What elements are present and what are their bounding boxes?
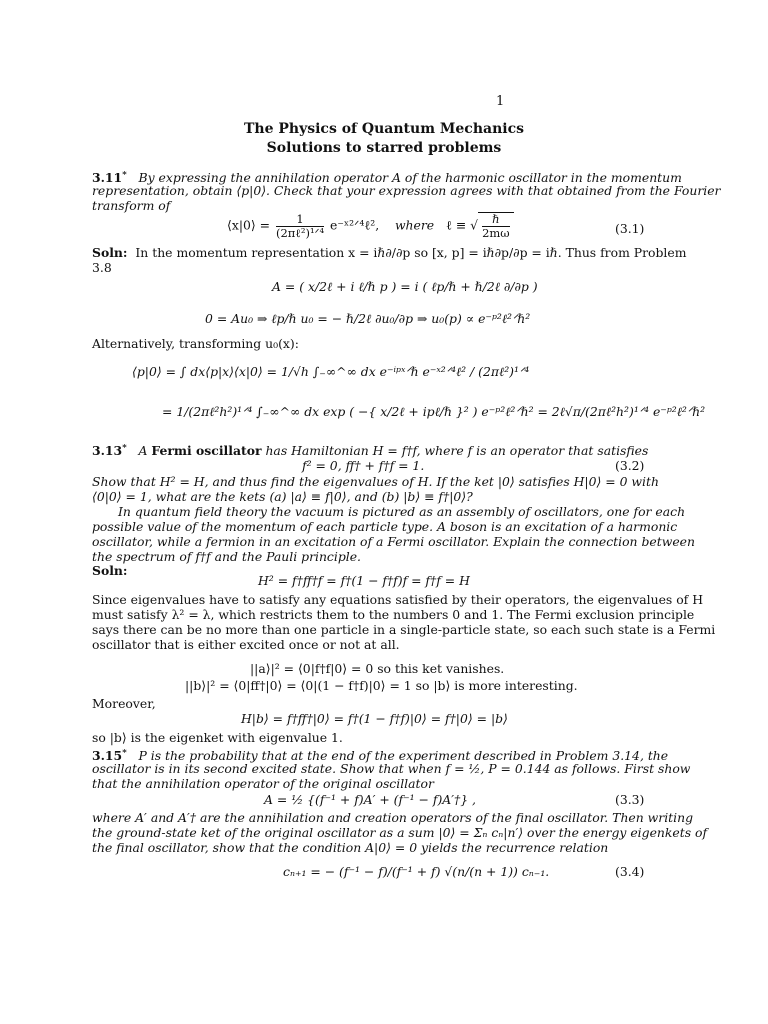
solution-3-13-line-1: Since eigenvalues have to satisfy any equations satisfied by their operators, the eigenvalues of H (92, 592, 704, 607)
problem-3-15-line-5: the ground-state ket of the original oscillator as a sum |0⟩ = Σₙ cₙ|n′⟩ over the energy eigenkets of (92, 825, 708, 840)
problem-3-13-line-5: possible value of the momentum of each particle type. A boson is an excitation of a harmonic (92, 519, 678, 534)
solution-3-13-line-2: must satisfy λ² = λ, which restricts them to the numbers 0 and 1. The Fermi exclusion principle (92, 607, 695, 622)
problem-3-13-line-6: oscillator, while a fermion in an excitation of a Fermi oscillator. Explain the connection between (92, 534, 695, 549)
solution-3-11-line-2: 3.8 (92, 260, 112, 275)
problem-3-15-line-3: that the annihilation operator of the original oscillator (92, 776, 434, 791)
equation-3-4: cₙ₊₁ = − (f⁻¹ − f)/(f⁻¹ + f) √(n/(n + 1)) cₙ₋₁. (283, 864, 550, 879)
moreover-line: Moreover, (92, 696, 156, 711)
equation-momentum-wavefunction-2: = 1/(2πℓ²h²)¹ᐟ⁴ ∫₋∞^∞ dx exp ( −{ x/2ℓ + ipℓ/ℏ }² ) e⁻ᵖ²ℓ²ᐟℏ² = 2ℓ√π/(2πℓ²h²)¹ᐟ⁴ e⁻ᵖ²ℓ²ᐟℏ² (162, 404, 706, 419)
document-title (0, 120, 768, 158)
problem-3-15-line-1: 3.15* P is the probability that at the end of the experiment described in Problem 3.14, the (92, 748, 669, 764)
problem-3-11-line-3: transform of (92, 198, 171, 213)
equation-annihilation-operator: A = ( x/2ℓ + i ℓ/ℏ p ) = i ( ℓp/ℏ + ℏ/2ℓ ∂/∂p ) (272, 279, 538, 294)
equation-norm-a: ||a⟩|² = ⟨0|f†f|0⟩ = 0 so this ket vanishes. (250, 661, 505, 676)
title-line-2: Solutions to starred problems (266, 140, 502, 156)
equation-momentum-wavefunction-1: ⟨p|0⟩ = ∫ dx⟨p|x⟩⟨x|0⟩ = 1/√h ∫₋∞^∞ dx e⁻ⁱᵖˣᐟℏ e⁻ˣ²ᐟ⁴ℓ² / (2πℓ²)¹ᐟ⁴ (132, 364, 530, 379)
solution-3-13-conclusion: so |b⟩ is the eigenket with eigenvalue 1. (92, 730, 343, 745)
equation-3-1-number: (3.1) (615, 221, 645, 236)
equation-3-3: A = ½ {(f⁻¹ + f)A′ + (f⁻¹ − f)A′†} , (264, 792, 476, 807)
problem-3-13-line-1: 3.13* A Fermi oscillator has Hamiltonian H = f†f, where f is an operator that satisfies (92, 443, 649, 459)
problem-3-15-line-2: oscillator is in its second excited state. Show that when f = ½, P = 0.144 as follows. First show (92, 761, 691, 776)
title-line-1: The Physics of Quantum Mechanics (244, 121, 524, 137)
problem-3-11-line-2: representation, obtain ⟨p|0⟩. Check that your expression agrees with that obtained from the Fourier (92, 183, 721, 198)
problem-3-11-line-1: 3.11* By expressing the annihilation operator A of the harmonic oscillator in the momentum (92, 170, 682, 186)
problem-3-13-line-2: Show that H² = H, and thus find the eigenvalues of H. If the ket |0⟩ satisfies H|0⟩ = 0 with (92, 474, 659, 489)
equation-3-1: ⟨x|0⟩ = $\frac{1}{\text{(2πℓ²)¹ᐟ⁴}}$ e⁻ˣ²ᐟ⁴ℓ², where ℓ ≡ √ $\frac{\text{ℏ}}{2m\omega}$ (227, 212, 514, 240)
page-number: 1 (496, 94, 505, 109)
problem-3-13-line-3: ⟨0|0⟩ = 1, what are the kets (a) |a⟩ ≡ f|0⟩, and (b) |b⟩ ≡ f†|0⟩? (92, 489, 473, 504)
problem-3-15-line-6: the final oscillator, show that the condition A|0⟩ = 0 yields the recurrence relation (92, 840, 609, 855)
equation-3-3-number: (3.3) (615, 792, 645, 807)
equation-h-b: H|b⟩ = f†ff†|0⟩ = f†(1 − f†f)|0⟩ = f†|0⟩ = |b⟩ (241, 711, 508, 726)
solution-3-11-line-1: Soln: In the momentum representation x = iℏ∂/∂p so [x, p] = iℏ∂p/∂p = iℏ. Thus from Problem (92, 245, 687, 260)
equation-h-squared: H² = f†ff†f = f†(1 − f†f)f = f†f = H (258, 573, 470, 588)
equation-3-2: f² = 0, ff† + f†f = 1. (302, 458, 425, 473)
equation-3-4-number: (3.4) (615, 864, 645, 879)
equation-3-2-number: (3.2) (615, 458, 645, 473)
solution-3-13-line-4: oscillator that is either excited once or not at all. (92, 637, 400, 652)
equation-ground-state: 0 = Au₀ ⇒ ℓp/ℏ u₀ = − ℏ/2ℓ ∂u₀/∂p ⇒ u₀(p) ∝ e⁻ᵖ²ℓ²ᐟℏ² (205, 311, 531, 326)
problem-3-15-line-4: where A′ and A′† are the annihilation and creation operators of the final oscillator. Then writing (92, 810, 694, 825)
equation-norm-b: ||b⟩|² = ⟨0|ff†|0⟩ = ⟨0|(1 − f†f)|0⟩ = 1 so |b⟩ is more interesting. (185, 678, 578, 693)
solution-3-13-label: Soln: (92, 563, 128, 578)
problem-3-13-line-7: the spectrum of f†f and the Pauli principle. (92, 549, 361, 564)
problem-3-13-line-4: In quantum field theory the vacuum is pictured as an assembly of oscillators, one for each (118, 504, 686, 519)
alternatively-line: Alternatively, transforming u₀(x): (92, 336, 299, 351)
solution-3-13-line-3: says there can be no more than one particle in a single-particle state, so each such state is a Fermi (92, 622, 716, 637)
